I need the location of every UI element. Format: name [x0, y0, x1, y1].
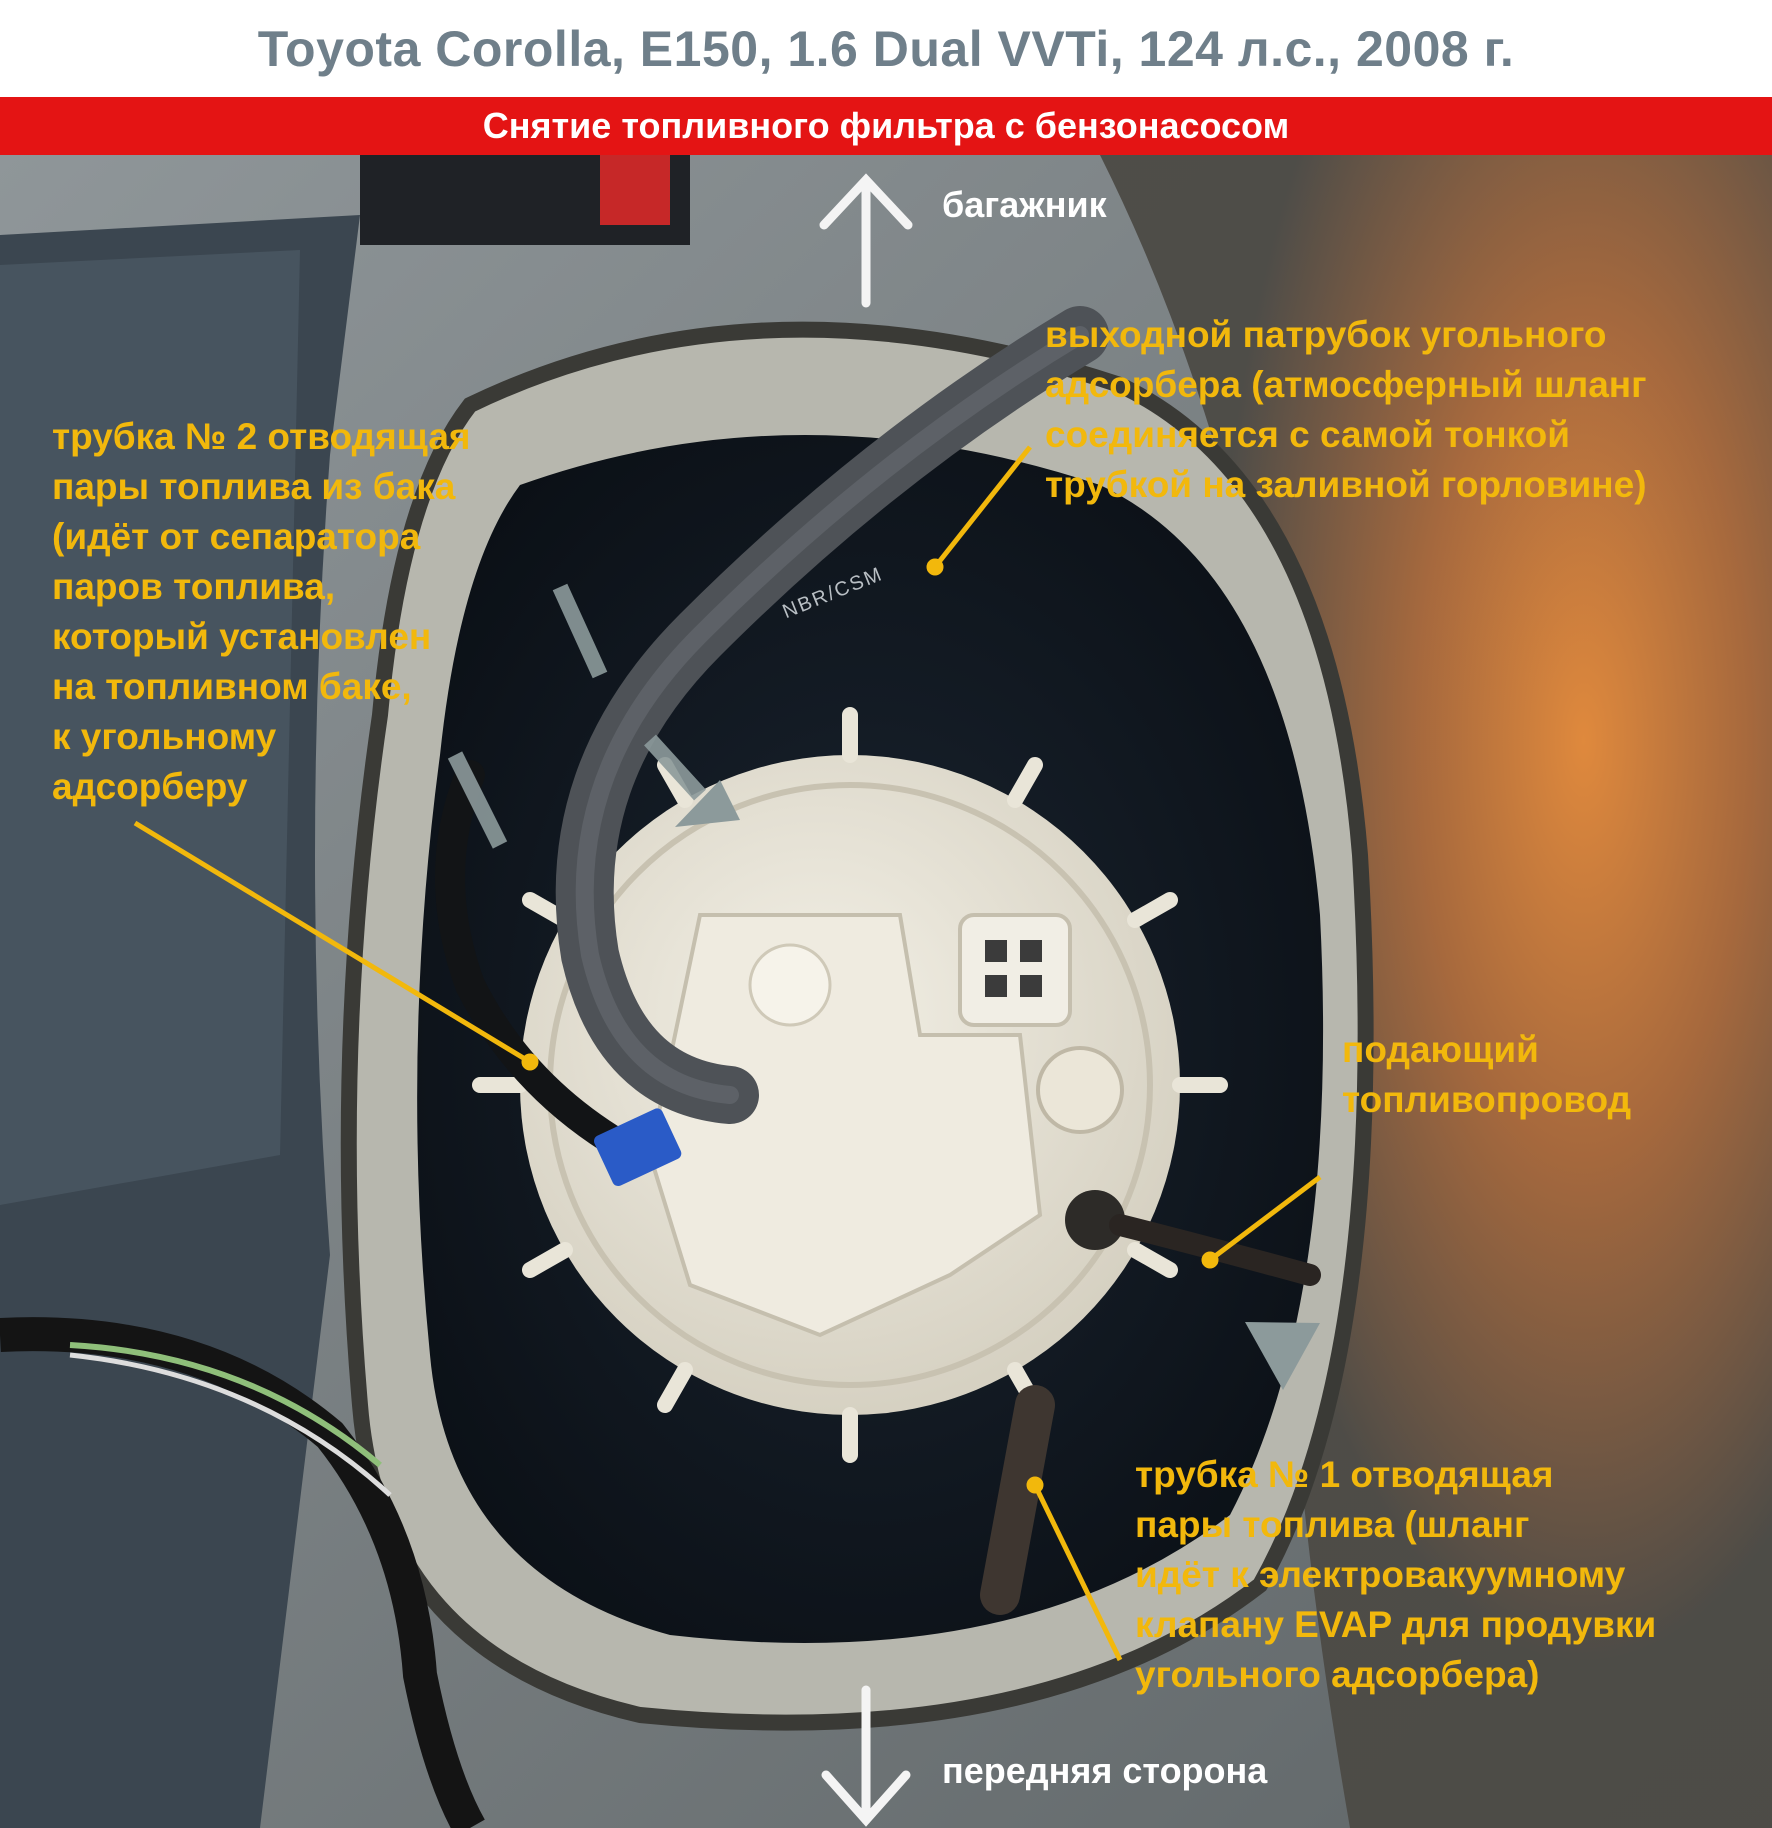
direction-trunk-label: багажник: [942, 184, 1107, 225]
page-subtitle: Снятие топливного фильтра с бензонасосом: [482, 105, 1290, 146]
electrical-connector: [960, 915, 1070, 1025]
title-bar: [0, 0, 1772, 97]
page-title: Toyota Corolla, E150, 1.6 Dual VVTi, 124 л.с., 2008 г.: [257, 20, 1515, 77]
supply-line-annotation: подающий топливопровод: [1342, 1029, 1632, 1120]
tube2-annotation: трубка № 2 отводящая пары топлива из бака (идёт от сепаратора паров топлива, который установлен на топливном баке, к угольному адсорберу: [52, 416, 471, 807]
tube1-annotation: трубка № 1 отводящая пары топлива (шланг идёт к электровакуумному клапану EVAP для продувки угольного адсорбера): [1135, 1454, 1657, 1695]
fuel-pump-photo: [0, 155, 1772, 1828]
subtitle-banner: [0, 97, 1772, 155]
direction-front-label: передняя сторона: [942, 1750, 1268, 1791]
adsorber-outlet-annotation: выходной патрубок угольного адсорбера (атмосферный шланг соединяется с самой тонкой трубкой на заливной горловине): [1045, 314, 1647, 505]
hose-marking: NBR/CSM: [779, 562, 887, 624]
